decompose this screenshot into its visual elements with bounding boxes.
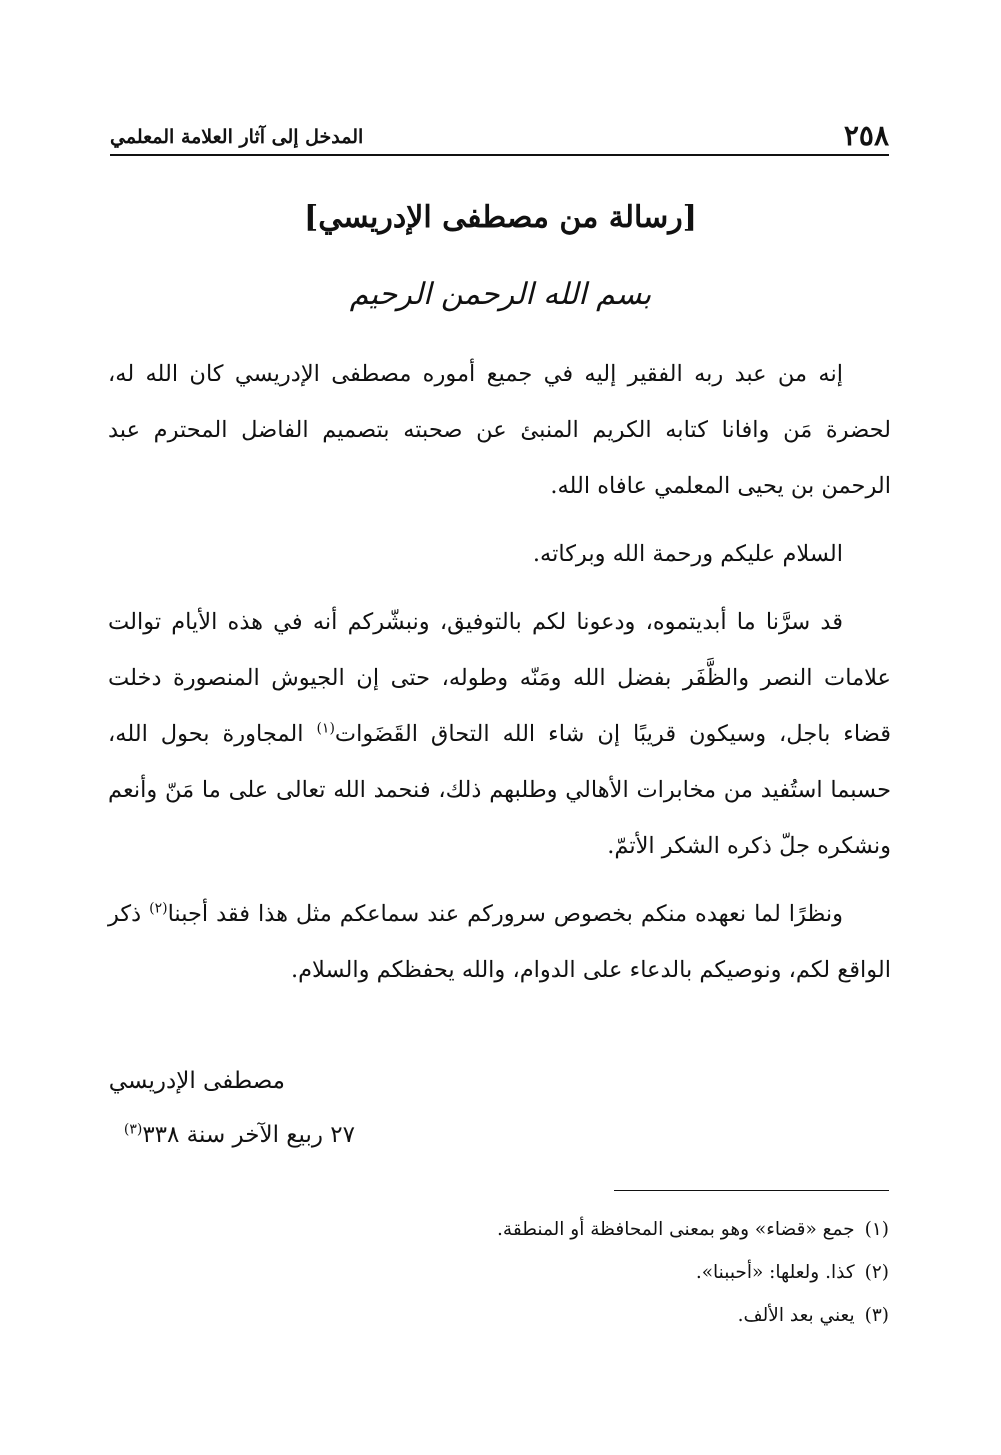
paragraph-news bbox=[108, 594, 891, 874]
letter-body bbox=[108, 346, 891, 998]
letter-title: [رسالة من مصطفى الإدريسي] bbox=[304, 200, 697, 235]
footnote-number: (٢) bbox=[864, 1262, 889, 1283]
basmala-calligraphy: بسم الله الرحمن الرحيم bbox=[349, 277, 652, 312]
running-header bbox=[110, 118, 889, 154]
footnote-ref-3[interactable]: (٣) bbox=[123, 1121, 143, 1138]
footnote-text: جمع «قضاء» وهو بمعنى المحافظة أو المنطقة. bbox=[497, 1219, 855, 1240]
signature-date: ٢٧ ربيع الآخر سنة ٣٣٨ bbox=[142, 1122, 355, 1148]
paragraph-greeting: السلام عليكم ورحمة الله وبركاته. bbox=[532, 541, 843, 567]
footnote-1 bbox=[420, 1208, 889, 1251]
header-rule bbox=[110, 154, 889, 156]
footnote-ref-1[interactable]: (١) bbox=[316, 720, 335, 737]
footnote-number: (١) bbox=[864, 1219, 889, 1240]
footnotes bbox=[420, 1208, 889, 1337]
footnote-ref-2[interactable]: (٢) bbox=[149, 900, 168, 917]
paragraph-opening: إنه من عبد ربه الفقير إليه في جميع أموره مصطفى الإدريسي كان الله له، لحضرة مَن وافانا كتابه الكريم المنبئ عن صحبته بتصميم الفاضل المحترم عبد الرحمن بن يحيى المعلمي عافاه الله. bbox=[108, 361, 891, 499]
page-number: ٢٥٨ bbox=[843, 119, 889, 152]
footnote-2 bbox=[420, 1251, 889, 1294]
footnote-separator bbox=[614, 1190, 889, 1191]
signature-block bbox=[35, 1054, 355, 1162]
footnote-text: يعني بعد الألف. bbox=[737, 1305, 855, 1326]
paragraph-closing-part-2: ذكر الواقع لكم، ونوصيكم بالدعاء على الدوام، والله يحفظكم والسلام. bbox=[108, 901, 891, 983]
footnote-text: كذا. ولعلها: «أحببنا». bbox=[695, 1262, 855, 1283]
paragraph-closing bbox=[108, 886, 891, 998]
signature-date-line bbox=[35, 1108, 355, 1162]
paragraph-news-part-2: المجاورة بحول الله، حسبما استُفيد من مخابرات الأهالي وطلبهم ذلك، فنحمد الله تعالى على ما مَنّ وأنعم ونشكره جلّ ذكره الشكر الأتمّ. bbox=[108, 721, 891, 859]
paragraph-closing-part-1: ونظرًا لما نعهده منكم بخصوص سروركم عند سماعكم مثل هذا فقد أجبنا bbox=[167, 901, 843, 927]
footnote-3 bbox=[420, 1294, 889, 1337]
signature-name: مصطفى الإدريسي bbox=[108, 1068, 285, 1094]
book-title: المدخل إلى آثار العلامة المعلمي bbox=[110, 126, 364, 148]
footnote-number: (٣) bbox=[864, 1305, 889, 1326]
paragraph-news-part-1: قد سرَّنا ما أبديتموه، ودعونا لكم بالتوفيق، ونبشّركم أنه في هذه الأيام توالت علامات النصر والظَّفَر بفضل الله ومَنّه وطوله، حتى إن الجيوش المنصورة دخلت قضاء باجل، وسيكون قريبًا إن شاء الله التحاق القَضَوات bbox=[108, 609, 891, 747]
